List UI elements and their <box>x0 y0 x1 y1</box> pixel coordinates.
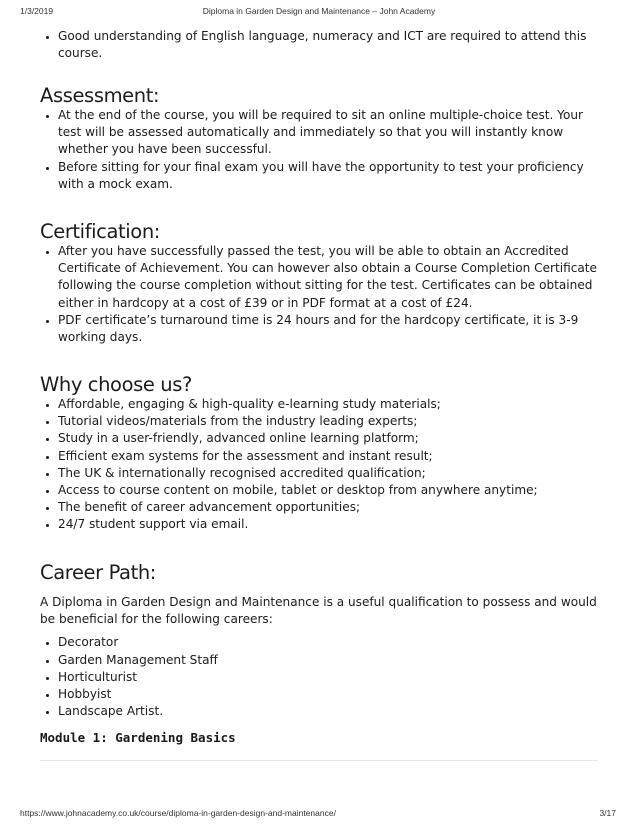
module-title: Module 1: Gardening Basics <box>40 730 236 745</box>
certification-list <box>40 243 600 346</box>
assessment-section <box>40 84 600 193</box>
list-item: • Tutorial videos/materials from the industry leading experts; <box>58 413 600 430</box>
print-title: Diploma in Garden Design and Maintenance – John Academy <box>202 6 436 16</box>
list-item: • The benefit of career advancement opportunities; <box>58 499 600 516</box>
career-list <box>40 634 600 720</box>
print-footer <box>0 802 638 826</box>
list-item: • Horticulturist <box>58 669 600 686</box>
divider <box>40 760 598 761</box>
list-item: • At the end of the course, you will be required to sit an online multiple-choice test. Your test will be assessed automatically and immediately so that you will instantly know whether you have been successful. <box>58 107 600 159</box>
footer-url: https://www.johnacademy.co.uk/course/diploma-in-garden-design-and-maintenance/ <box>20 808 336 818</box>
career-path-text: A Diploma in Garden Design and Maintenance is a useful qualification to possess and would be beneficial for the following careers: <box>40 595 597 627</box>
career-path-section <box>40 561 600 720</box>
list-item: • After you have successfully passed the test, you will be able to obtain an Accredited Certificate of Achievement. You can however also obtain a Course Completion Certificate following the course completion without sitting for the test. Certificates can be obtained either in hardcopy at a cost of £39 or in PDF format at a cost of £24. <box>58 243 600 312</box>
list-item: • Access to course content on mobile, tablet or desktop from anywhere anytime; <box>58 482 600 499</box>
certification-section <box>40 220 600 346</box>
print-date: 1/3/2019 <box>20 6 54 16</box>
assessment-list <box>40 107 600 193</box>
list-item: • 24/7 student support via email. <box>58 516 600 533</box>
list-item: • Before sitting for your final exam you will have the opportunity to test your proficiency with a mock exam. <box>58 159 600 193</box>
list-item: • Landscape Artist. <box>58 703 600 720</box>
list-item: • PDF certificate’s turnaround time is 24 hours and for the hardcopy certificate, it is 3-9 working days. <box>58 312 600 346</box>
print-header <box>0 0 638 22</box>
intro-list <box>40 28 600 62</box>
intro-section <box>40 28 600 62</box>
why-choose-heading: Why choose us? <box>40 373 192 396</box>
certification-heading: Certification: <box>40 220 160 243</box>
list-item: • Study in a user-friendly, advanced online learning platform; <box>58 430 600 447</box>
why-choose-list <box>40 396 600 534</box>
list-item: • Good understanding of English language, numeracy and ICT are required to attend this course. <box>58 28 600 62</box>
list-item: • Hobbyist <box>58 686 600 703</box>
list-item: • Decorator <box>58 634 600 651</box>
page-number: 3/17 <box>599 808 616 818</box>
list-item: • Garden Management Staff <box>58 652 600 669</box>
list-item: • The UK & internationally recognised accredited qualification; <box>58 465 600 482</box>
why-choose-section <box>40 373 600 534</box>
career-path-heading: Career Path: <box>40 561 156 584</box>
assessment-heading: Assessment: <box>40 84 160 107</box>
list-item: • Affordable, engaging & high-quality e-learning study materials; <box>58 396 600 413</box>
list-item: • Efficient exam systems for the assessment and instant result; <box>58 448 600 465</box>
